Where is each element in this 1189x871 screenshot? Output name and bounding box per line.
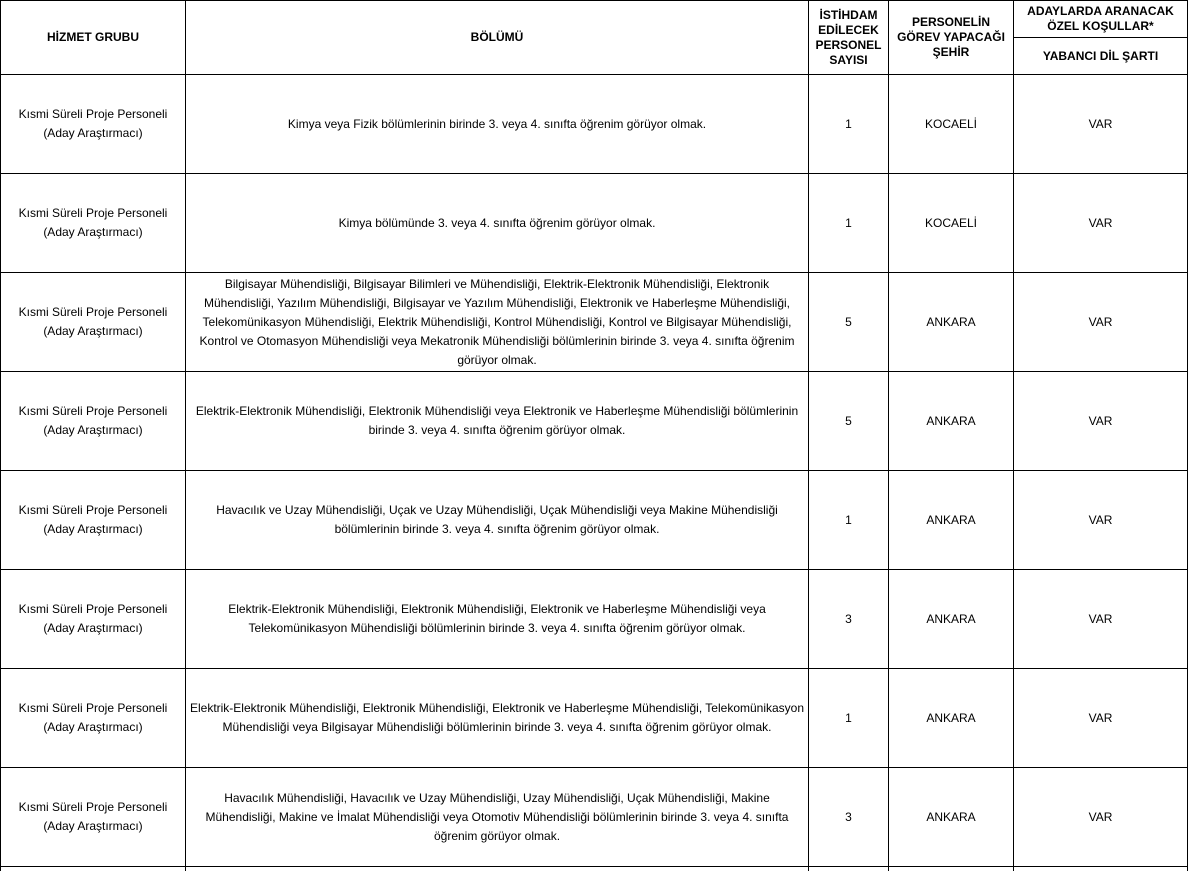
table-row [1,471,1188,570]
language-requirement-cell: VAR [1014,75,1188,174]
partial-cell [186,867,809,871]
city-cell: ANKARA [889,570,1014,669]
city-cell: KOCAELİ [889,75,1014,174]
language-requirement-cell: VAR [1014,570,1188,669]
personnel-count-cell: 1 [809,471,889,570]
department-cell: Kimya bölümünde 3. veya 4. sınıfta öğrenim görüyor olmak. [186,174,809,273]
city-cell: ANKARA [889,273,1014,372]
table-row [1,570,1188,669]
department-cell: Bilgisayar Mühendisliği, Bilgisayar Bilimleri ve Mühendisliği, Elektrik-Elektronik Mühendisliği, Elektronik Mühendisliği, Yazılım Mühendisliği, Bilgisayar ve Yazılım Mühendisliği, Elektronik ve Haberleşme Mühendisliği, Telekomünikasyon Mühendisliği, Elektrik Mühendisliği, Kontrol Mühendisliği, Kontrol ve Bilgisayar Mühendisliği, Kontrol ve Otomasyon Mühendisliği veya Mekatronik Mühendisliği bölümlerinin birinde 3. veya 4. sınıfta öğrenim görüyor olmak. [186,273,809,372]
partial-cell [809,867,889,871]
service-group-cell: Kısmi Süreli Proje Personeli (Aday Araştırmacı) [1,372,186,471]
personnel-count-cell: 5 [809,273,889,372]
department-cell: Elektrik-Elektronik Mühendisliği, Elektronik Mühendisliği, Elektronik ve Haberleşme Mühendisliği, Telekomünikasyon Mühendisliği veya Bilgisayar Mühendisliği bölümlerinin birinde 3. veya 4. sınıfta öğrenim görüyor olmak. [186,669,809,768]
service-group-cell: Kısmi Süreli Proje Personeli (Aday Araştırmacı) [1,570,186,669]
language-requirement-cell: VAR [1014,174,1188,273]
personnel-count-cell: 5 [809,372,889,471]
partial-cell [1014,867,1188,871]
header-service-group: HİZMET GRUBU [1,1,186,75]
department-cell: Elektrik-Elektronik Mühendisliği, Elektronik Mühendisliği, Elektronik ve Haberleşme Mühendisliği veya Telekomünikasyon Mühendisliği bölümlerinin birinde 3. veya 4. sınıfta öğrenim görüyor olmak. [186,570,809,669]
table-row [1,174,1188,273]
language-requirement-cell: VAR [1014,669,1188,768]
personnel-count-cell: 3 [809,570,889,669]
service-group-cell: Kısmi Süreli Proje Personeli (Aday Araştırmacı) [1,75,186,174]
partial-cell [889,867,1014,871]
partial-cell [1,867,186,871]
personnel-count-cell: 3 [809,768,889,867]
city-cell: KOCAELİ [889,174,1014,273]
table-row [1,75,1188,174]
table-row [1,372,1188,471]
city-cell: ANKARA [889,768,1014,867]
service-group-cell: Kısmi Süreli Proje Personeli (Aday Araştırmacı) [1,174,186,273]
service-group-cell: Kısmi Süreli Proje Personeli (Aday Araştırmacı) [1,669,186,768]
table-row [1,669,1188,768]
personnel-count-cell: 1 [809,174,889,273]
personnel-count-cell: 1 [809,75,889,174]
header-personnel-count: İSTİHDAM EDİLECEK PERSONEL SAYISI [809,1,889,75]
language-requirement-cell: VAR [1014,273,1188,372]
service-group-cell: Kısmi Süreli Proje Personeli (Aday Araştırmacı) [1,768,186,867]
department-cell: Havacılık ve Uzay Mühendisliği, Uçak ve Uzay Mühendisliği, Uçak Mühendisliği veya Makine Mühendisliği bölümlerinin birinde 3. veya 4. sınıfta öğrenim görüyor olmak. [186,471,809,570]
header-city: PERSONELİN GÖREV YAPACAĞI ŞEHİR [889,1,1014,75]
city-cell: ANKARA [889,471,1014,570]
header-special-conditions: ADAYLARDA ARANACAK ÖZEL KOŞULLAR* [1014,1,1188,38]
table-row [1,273,1188,372]
service-group-cell: Kısmi Süreli Proje Personeli (Aday Araştırmacı) [1,471,186,570]
header-language-requirement: YABANCI DİL ŞARTI [1014,38,1188,75]
department-cell: Kimya veya Fizik bölümlerinin birinde 3. veya 4. sınıfta öğrenim görüyor olmak. [186,75,809,174]
service-group-cell: Kısmi Süreli Proje Personeli (Aday Araştırmacı) [1,273,186,372]
department-cell: Elektrik-Elektronik Mühendisliği, Elektronik Mühendisliği veya Elektronik ve Haberleşme Mühendisliği bölümlerinin birinde 3. veya 4. sınıfta öğrenim görüyor olmak. [186,372,809,471]
header-department: BÖLÜMÜ [186,1,809,75]
personnel-count-cell: 1 [809,669,889,768]
table-row-partial [1,867,1188,871]
language-requirement-cell: VAR [1014,372,1188,471]
language-requirement-cell: VAR [1014,768,1188,867]
city-cell: ANKARA [889,669,1014,768]
table-row [1,768,1188,867]
city-cell: ANKARA [889,372,1014,471]
language-requirement-cell: VAR [1014,471,1188,570]
department-cell: Havacılık Mühendisliği, Havacılık ve Uzay Mühendisliği, Uzay Mühendisliği, Uçak Mühendisliği, Makine Mühendisliği, Makine ve İmalat Mühendisliği veya Otomotiv Mühendisliği bölümlerinin birinde 3. veya 4. sınıfta öğrenim görüyor olmak. [186,768,809,867]
